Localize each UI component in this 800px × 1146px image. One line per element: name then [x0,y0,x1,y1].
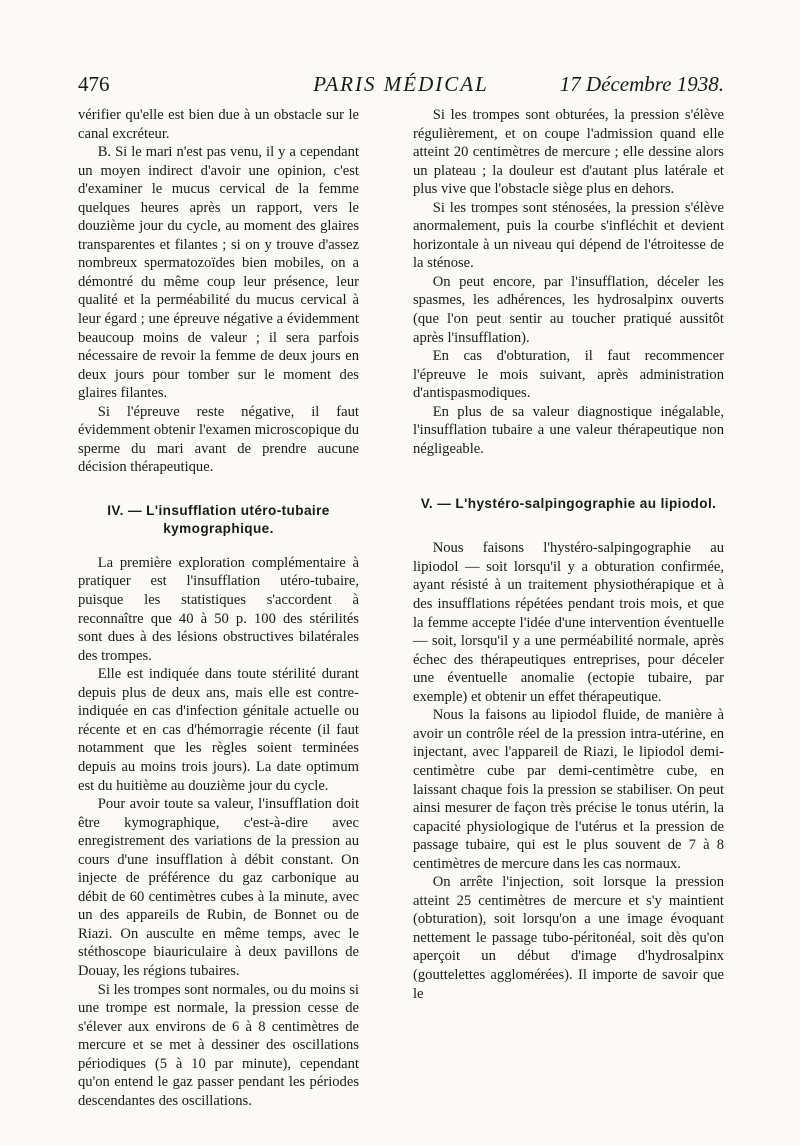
paragraph: On peut encore, par l'insufflation, déceler les spasmes, les adhérences, les hydrosalpinx ouverts (que l'on peut sentir au toucher pratiqué aussitôt après l'insufflation). [413,273,724,346]
paragraph: En plus de sa valeur diagnostique inégalable, l'insufflation tubaire a une valeur thérapeutique non négligeable. [413,403,724,457]
paragraph: En cas d'obturation, il faut recommencer l'épreuve le mois suivant, après administration d'antispasmodiques. [413,348,724,402]
left-column [78,106,359,1110]
paragraph: Pour avoir toute sa valeur, l'insufflation doit être kymographique, c'est-à-dire avec enregistrement des variations de la pression au cours d'une insufflation à débit constant. On injecte de préférence du gaz carbonique au débit de 60 centimètres cubes à la minute, avec un des appareils de Rubin, de Bonnet ou de Riazi. On ausculte en même temps, avec le stéthoscope biauriculaire à deux pavillons de Douay, les régions tubaires. [78,796,359,979]
section-heading-v: V. — L'hystéro-salpingographie au lipiodol. [420,496,717,512]
paragraph: Si les trompes sont obturées, la pression s'élève régulièrement, et on coupe l'admission quand elle atteint 20 centimètres de mercure ; elle dessine alors un plateau ; la douleur est d'autant plus latérale et plus vive que l'obstacle siège plus en dehors. [413,107,724,198]
issue-date: 17 Décembre 1938. [559,72,724,96]
paragraph: Nous faisons l'hystéro-salpingographie au lipiodol — soit lorsqu'il y a obturation confirmée, ayant résisté à un traitement physiothérapique et à des insufflations répétées pendant trois mois, et que la femme accepte l'idée d'une intervention éventuelle — soit, lorsqu'il y a une perméabilité normale, après échec des thérapeutiques entreprises, pour déceler une éventuelle anomalie (ectopie tubaire, par exemple) et obtenir un effet thérapeutique. [413,540,724,705]
paragraph: Elle est indiquée dans toute stérilité durant depuis plus de deux ans, mais elle est contre-indiquée en cas d'infection génitale actuelle ou récente et en cas d'hémorragie récente (il faut notamment que les règles soient terminées depuis au moins trois jours). La date optimum est du huitième au douzième jour du cycle. [78,666,359,794]
paragraph: Si les trompes sont sténosées, la pression s'élève anormalement, puis la courbe s'infléchit et devient horizontale à un niveau qui dépend de l'étroitesse de la sténose. [413,199,724,272]
paragraph: La première exploration complémentaire à pratiquer est l'insufflation utéro-tubaire, puisque les statistiques s'accordent à reconnaître que 40 à 50 p. 100 des stérilités sont dues à des lésions obstructives bilatérales des trompes. [78,554,359,664]
page-number: 476 [78,72,110,96]
paragraph: B. Si le mari n'est pas venu, il y a cependant un moyen indirect d'avoir une opinion, c'est d'examiner le mucus cervical de la femme quelques heures après un rapport, vers le douzième jour du cycle, au moment des glaires transparentes et filantes ; si on y trouve d'assez nombreux spermatozoïdes bien mobiles, on a démontré du même coup leur présence, leur qualité et la perméabilité du mucus cervical à leur égard ; une épreuve négative a évidemment beaucoup moins de valeur ; il sera parfois nécessaire de revoir la femme de deux jours en deux jours pour tomber sur le moment des glaires filantes. [78,144,359,402]
journal-title: PARIS MÉDICAL [313,72,489,96]
paragraph: vérifier qu'elle est bien due à un obstacle sur le canal excréteur. [78,107,359,142]
right-column [413,106,724,1003]
section-heading-iv: IV. — L'insufflation utéro-tubaire kymographique. [107,502,330,536]
paragraph: Si l'épreuve reste négative, il faut évidemment obtenir l'examen microscopique du sperme du mari avant de prendre aucune décision thérapeutique. [78,403,359,476]
paragraph: Nous la faisons au lipiodol fluide, de manière à avoir un contrôle réel de la pression intra-utérine, en injectant, avec l'appareil de Riazi, le lipiodol demi-centimètre cube par demi-centimètre cube, en laissant chaque fois la pression se stabiliser. On peut ainsi mesurer de façon très précise le tonus utérin, la capacité physiologique de l'utérus et la pression de passage tubaire, qui est le plus souvent de 7 à 8 centimètres de mercure dans les cas normaux. [413,707,724,872]
paragraph: Si les trompes sont normales, ou du moins si une trompe est normale, la pression cesse de s'élever aux environs de 6 à 8 centimètres de mercure et se met à dessiner des oscillations périodiques (5 à 10 par minute), cependant qu'on entend le gaz passer pendant les périodes descendantes des oscillations. [78,981,359,1109]
page-header [78,72,724,102]
paragraph: On arrête l'injection, soit lorsque la pression atteint 25 centimètres de mercure et s'y maintient (obturation), soit lorsqu'on a une image évoquant nettement le passage tubo-péritonéal, soit dès qu'on aperçoit un début d'image d'hydrosalpinx (gouttelettes agglomérées). Il importe de savoir que le [413,874,724,1002]
